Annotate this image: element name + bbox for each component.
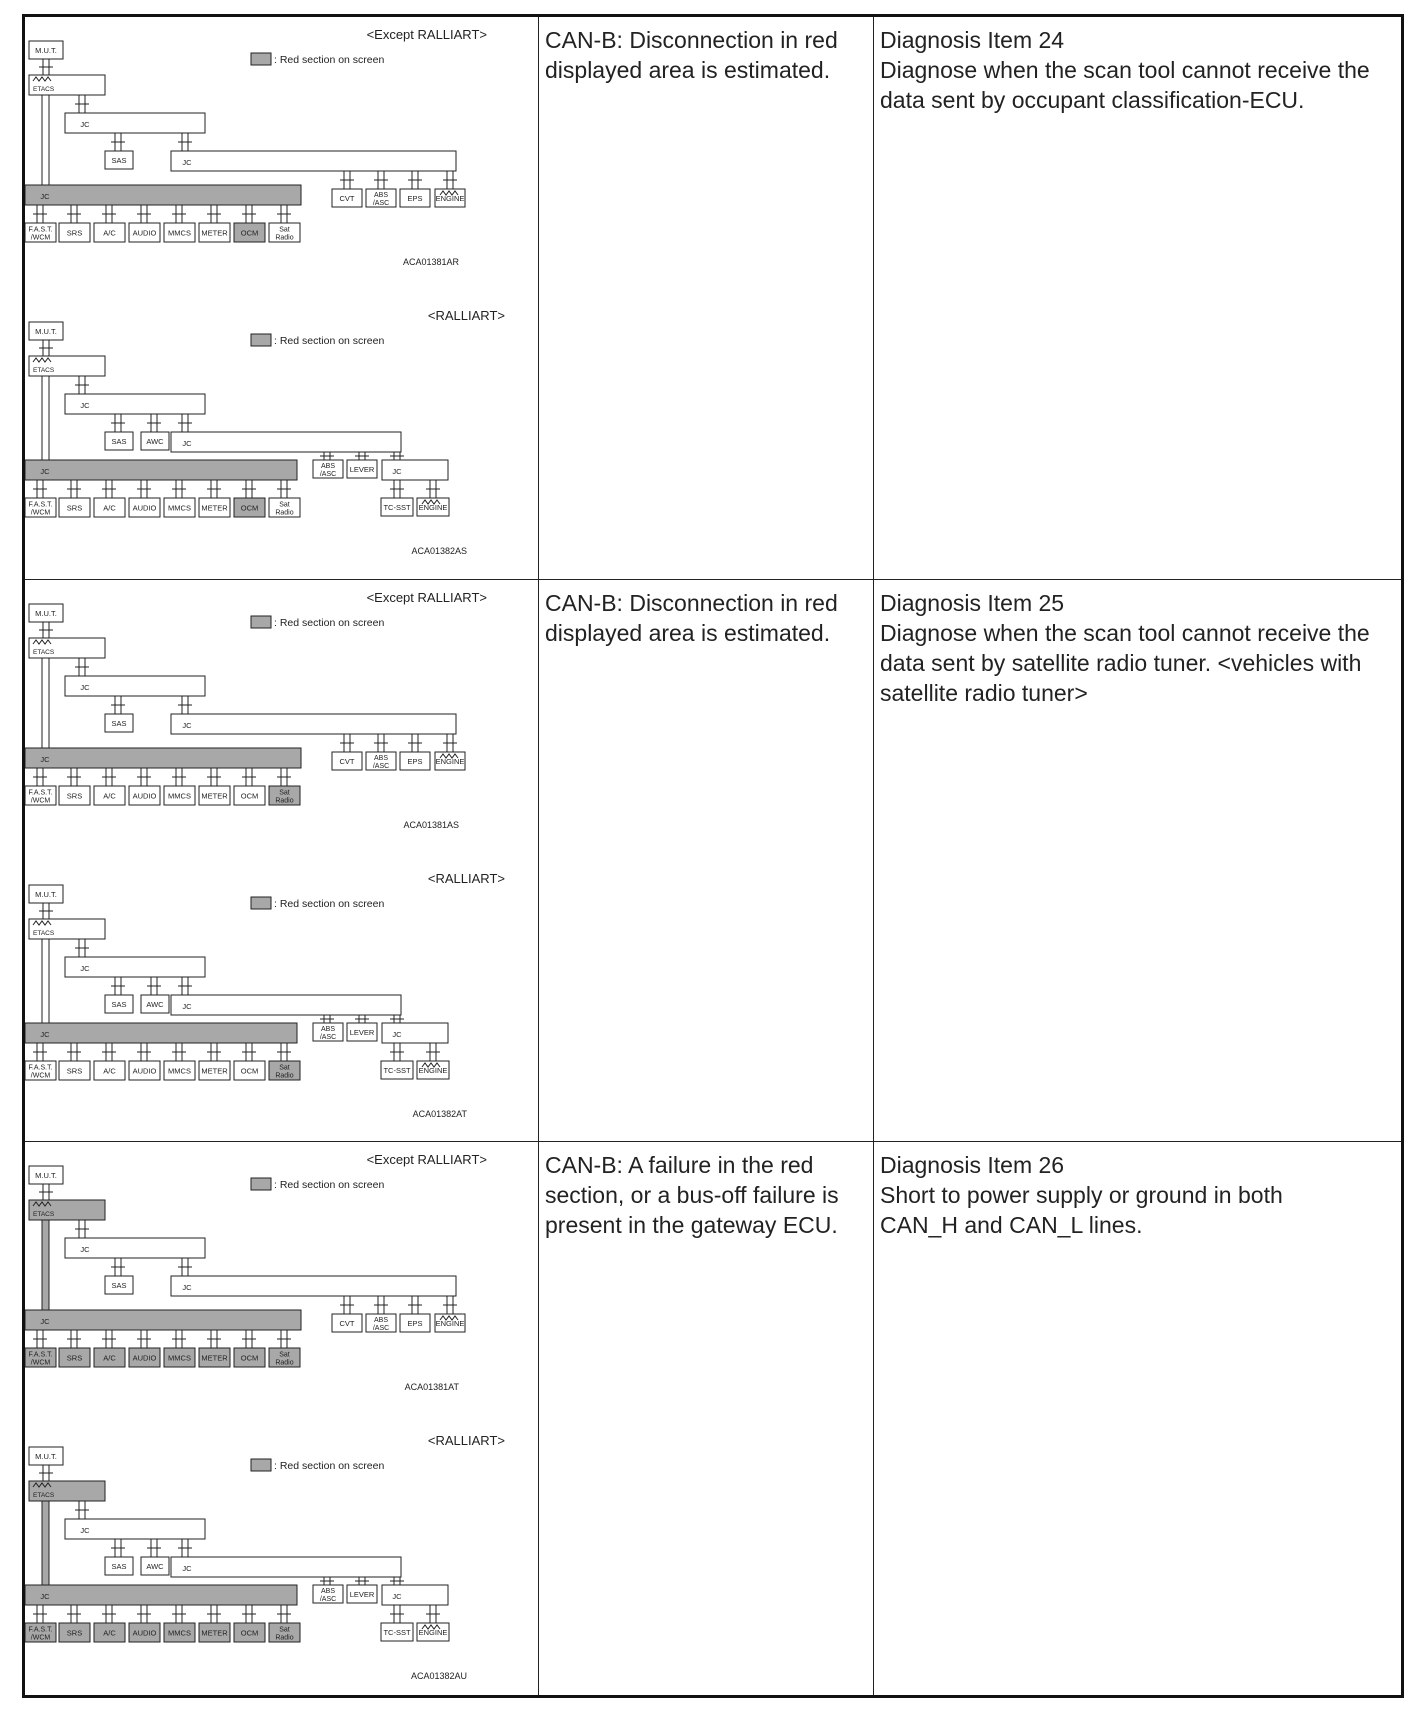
module-sat-radio-label: Radio [275, 1359, 294, 1367]
variant-label: <RALLIART> [427, 871, 505, 886]
module-f-a-s-t-wcm-label: /WCM [30, 797, 51, 805]
module-f-a-s-t-wcm-label: F.A.S.T. [28, 226, 53, 234]
abs-asc-box-label: ABS [320, 1026, 336, 1033]
eps-box-label: EPS [407, 194, 423, 203]
module-audio-label: AUDIO [132, 1353, 157, 1363]
jc-right-box [171, 151, 456, 171]
abs-asc-box-label: /ASC [372, 763, 390, 770]
abs-asc-box-label: ABS [373, 1317, 389, 1324]
mut-box-label: M.U.T. [35, 890, 57, 899]
module-meter-label: METER [201, 228, 228, 238]
module-a-c-label: A/C [103, 1353, 116, 1363]
legend-text: : Red section on screen [274, 617, 385, 629]
cvt-box-label: CVT [339, 1319, 355, 1328]
variant-label: <Except RALLIART> [366, 590, 487, 605]
eps-box-label: EPS [407, 1319, 423, 1328]
abs-asc-box-label: /ASC [372, 200, 390, 207]
legend-swatch [251, 53, 271, 65]
module-f-a-s-t-wcm-label: /WCM [30, 234, 51, 242]
module-sat-radio-label: Radio [275, 509, 294, 517]
jc-lower-bus [25, 748, 301, 768]
module-srs-label: SRS [66, 1353, 83, 1363]
legend-swatch [251, 334, 271, 346]
sas-box-label: SAS [111, 156, 127, 165]
condition-text: CAN-B: Disconnection in red displayed area is estimated. [545, 590, 838, 646]
module-ocm-label: OCM [240, 1353, 259, 1363]
mut-box-label: M.U.T. [35, 46, 57, 55]
jc-right-box [171, 1276, 456, 1296]
module-srs-label: SRS [66, 1628, 83, 1638]
lever-box-label: LEVER [349, 1028, 375, 1037]
figure-code: ACA01382AT [412, 1109, 467, 1119]
lever-box-label: LEVER [349, 1590, 375, 1599]
jc-upper-label: JC [80, 120, 90, 129]
cvt-box-label: CVT [339, 757, 355, 766]
awc-box-label: AWC [146, 1000, 164, 1009]
module-a-c-label: A/C [103, 791, 116, 801]
jc-lower-label: JC [40, 192, 50, 201]
jc-lower-bus [25, 1585, 297, 1605]
jc-upper-label: JC [80, 964, 90, 973]
diagnosis-item-description: Short to power supply or ground in both CAN_H and CAN_L lines. [880, 1182, 1283, 1238]
jc-right-label: JC [182, 1002, 192, 1011]
jc-right-label: JC [182, 439, 192, 448]
figure-code: ACA01381AT [404, 1382, 459, 1392]
jc-upper-label: JC [80, 401, 90, 410]
tc-sst-box-label: TC-SST [383, 503, 411, 512]
jc-gateway-label: JC [392, 1030, 402, 1039]
module-mmcs-label: MMCS [168, 503, 191, 513]
engine-box-label: ENGINE [435, 757, 465, 766]
abs-asc-box-label: /ASC [319, 1034, 337, 1041]
jc-lower-bus [25, 185, 301, 205]
engine-box-label: ENGINE [435, 1319, 465, 1328]
diagnosis-item-title: Diagnosis Item 26 [880, 1152, 1065, 1178]
mut-box-label: M.U.T. [35, 609, 57, 618]
mut-box-label: M.U.T. [35, 1452, 57, 1461]
module-f-a-s-t-wcm-label: /WCM [30, 1359, 51, 1367]
jc-right-label: JC [182, 1283, 192, 1292]
module-ocm-label: OCM [240, 503, 259, 513]
can-main-line [42, 1220, 49, 1320]
cvt-box-label: CVT [339, 194, 355, 203]
diagram-svg [25, 17, 539, 298]
module-srs-label: SRS [66, 228, 83, 238]
legend-swatch [251, 897, 271, 909]
jc-lower-label: JC [40, 1030, 50, 1039]
module-mmcs-label: MMCS [168, 791, 191, 801]
variant-label: <Except RALLIART> [366, 27, 487, 42]
jc-lower-label: JC [40, 1317, 50, 1326]
legend-swatch [251, 1178, 271, 1190]
jc-upper-label: JC [80, 1526, 90, 1535]
module-meter-label: METER [201, 1628, 228, 1638]
jc-right-box [171, 714, 456, 734]
module-meter-label: METER [201, 1353, 228, 1363]
can-diagram-ralliart [25, 298, 539, 579]
module-a-c-label: A/C [103, 1066, 116, 1076]
module-ocm-label: OCM [240, 1628, 259, 1638]
variant-label: <Except RALLIART> [366, 1152, 487, 1167]
can-main-line [42, 658, 49, 758]
etacs-label: ETACS [33, 367, 55, 374]
diagram-svg [25, 1142, 539, 1423]
module-mmcs-label: MMCS [168, 1628, 191, 1638]
module-sat-radio-label: Radio [275, 1072, 294, 1080]
diagram-svg [25, 298, 539, 579]
module-audio-label: AUDIO [132, 503, 157, 513]
can-diagram-ralliart [25, 861, 539, 1142]
can-main-line [42, 95, 49, 195]
module-f-a-s-t-wcm-label: F.A.S.T. [28, 789, 53, 797]
engine-box-label: ENGINE [418, 1066, 448, 1075]
engine-box-label: ENGINE [435, 194, 465, 203]
jc-upper-label: JC [80, 683, 90, 692]
abs-asc-box-label: /ASC [372, 1325, 390, 1332]
module-ocm-label: OCM [240, 1066, 259, 1076]
diagnosis-item-description: Diagnose when the scan tool cannot receive the data sent by occupant classification-ECU. [880, 57, 1370, 113]
module-sat-radio-label: Sat [279, 1064, 290, 1072]
mut-box-label: M.U.T. [35, 327, 57, 336]
sas-box-label: SAS [111, 1000, 127, 1009]
etacs-label: ETACS [33, 649, 55, 656]
module-meter-label: METER [201, 503, 228, 513]
engine-box-label: ENGINE [418, 503, 448, 512]
tc-sst-box-label: TC-SST [383, 1628, 411, 1637]
mut-box-label: M.U.T. [35, 1171, 57, 1180]
jc-lower-label: JC [40, 467, 50, 476]
diagnosis-table [22, 14, 1404, 1698]
legend-text: : Red section on screen [274, 1179, 385, 1191]
figure-code: ACA01382AS [411, 546, 467, 556]
can-diagram-except-ralliart [25, 17, 539, 298]
jc-gateway-label: JC [392, 467, 402, 476]
eps-box-label: EPS [407, 757, 423, 766]
jc-right-label: JC [182, 158, 192, 167]
legend-text: : Red section on screen [274, 54, 385, 66]
figure-code: ACA01381AR [402, 257, 459, 267]
module-sat-radio-label: Sat [279, 789, 290, 797]
variant-label: <RALLIART> [427, 1433, 505, 1448]
can-diagram-ralliart [25, 1423, 539, 1704]
sas-box-label: SAS [111, 1562, 127, 1571]
legend-text: : Red section on screen [274, 1460, 385, 1472]
module-srs-label: SRS [66, 791, 83, 801]
etacs-label: ETACS [33, 86, 55, 93]
module-sat-radio-label: Sat [279, 1626, 290, 1634]
module-meter-label: METER [201, 791, 228, 801]
sas-box-label: SAS [111, 437, 127, 446]
module-audio-label: AUDIO [132, 228, 157, 238]
module-f-a-s-t-wcm-label: /WCM [30, 1072, 51, 1080]
engine-box-label: ENGINE [418, 1628, 448, 1637]
jc-right-label: JC [182, 1564, 192, 1573]
abs-asc-box-label: ABS [320, 1588, 336, 1595]
diagnosis-item-title: Diagnosis Item 24 [880, 27, 1065, 53]
jc-lower-bus [25, 1310, 301, 1330]
diagram-svg [25, 580, 539, 861]
module-sat-radio-label: Sat [279, 501, 290, 509]
jc-lower-label: JC [40, 1592, 50, 1601]
module-ocm-label: OCM [240, 791, 259, 801]
jc-right-box [171, 995, 401, 1015]
legend-text: : Red section on screen [274, 335, 385, 347]
module-f-a-s-t-wcm-label: /WCM [30, 509, 51, 517]
jc-gateway-label: JC [392, 1592, 402, 1601]
abs-asc-box-label: ABS [373, 755, 389, 762]
awc-box-label: AWC [146, 1562, 164, 1571]
figure-code: ACA01381AS [403, 820, 459, 830]
jc-lower-label: JC [40, 755, 50, 764]
abs-asc-box-label: /ASC [319, 1596, 337, 1603]
legend-swatch [251, 616, 271, 628]
etacs-label: ETACS [33, 930, 55, 937]
module-f-a-s-t-wcm-label: F.A.S.T. [28, 1064, 53, 1072]
abs-asc-box-label: ABS [373, 192, 389, 199]
variant-label: <RALLIART> [427, 308, 505, 323]
abs-asc-box-label: /ASC [319, 471, 337, 478]
jc-upper-label: JC [80, 1245, 90, 1254]
module-mmcs-label: MMCS [168, 228, 191, 238]
jc-right-box [171, 1557, 401, 1577]
legend-text: : Red section on screen [274, 898, 385, 910]
module-audio-label: AUDIO [132, 1066, 157, 1076]
module-f-a-s-t-wcm-label: F.A.S.T. [28, 1351, 53, 1359]
tc-sst-box-label: TC-SST [383, 1066, 411, 1075]
sas-box-label: SAS [111, 719, 127, 728]
diagnosis-item-title: Diagnosis Item 25 [880, 590, 1065, 616]
module-srs-label: SRS [66, 1066, 83, 1076]
etacs-label: ETACS [33, 1211, 55, 1218]
condition-text: CAN-B: Disconnection in red displayed area is estimated. [545, 27, 838, 83]
etacs-label: ETACS [33, 1492, 55, 1499]
jc-right-label: JC [182, 721, 192, 730]
jc-lower-bus [25, 460, 297, 480]
module-srs-label: SRS [66, 503, 83, 513]
module-a-c-label: A/C [103, 503, 116, 513]
module-sat-radio-label: Sat [279, 226, 290, 234]
module-a-c-label: A/C [103, 1628, 116, 1638]
module-a-c-label: A/C [103, 228, 116, 238]
module-f-a-s-t-wcm-label: F.A.S.T. [28, 501, 53, 509]
module-mmcs-label: MMCS [168, 1353, 191, 1363]
diagnosis-item-description: Diagnose when the scan tool cannot receive the data sent by satellite radio tuner. <vehicles with satellite radio tuner> [880, 620, 1370, 706]
module-mmcs-label: MMCS [168, 1066, 191, 1076]
module-audio-label: AUDIO [132, 1628, 157, 1638]
module-sat-radio-label: Sat [279, 1351, 290, 1359]
can-diagram-except-ralliart [25, 1142, 539, 1423]
can-diagram-except-ralliart [25, 580, 539, 861]
sas-box-label: SAS [111, 1281, 127, 1290]
module-ocm-label: OCM [240, 228, 259, 238]
diagram-svg [25, 861, 539, 1142]
module-audio-label: AUDIO [132, 791, 157, 801]
jc-lower-bus [25, 1023, 297, 1043]
module-sat-radio-label: Radio [275, 1634, 294, 1642]
module-sat-radio-label: Radio [275, 234, 294, 242]
abs-asc-box-label: ABS [320, 463, 336, 470]
awc-box-label: AWC [146, 437, 164, 446]
module-meter-label: METER [201, 1066, 228, 1076]
condition-text: CAN-B: A failure in the red section, or a bus-off failure is present in the gateway ECU. [545, 1152, 839, 1238]
diagram-svg [25, 1423, 539, 1704]
legend-swatch [251, 1459, 271, 1471]
module-sat-radio-label: Radio [275, 797, 294, 805]
figure-code: ACA01382AU [410, 1671, 467, 1681]
jc-right-box [171, 432, 401, 452]
module-f-a-s-t-wcm-label: /WCM [30, 1634, 51, 1642]
module-f-a-s-t-wcm-label: F.A.S.T. [28, 1626, 53, 1634]
column-divider [873, 17, 874, 1695]
lever-box-label: LEVER [349, 465, 375, 474]
